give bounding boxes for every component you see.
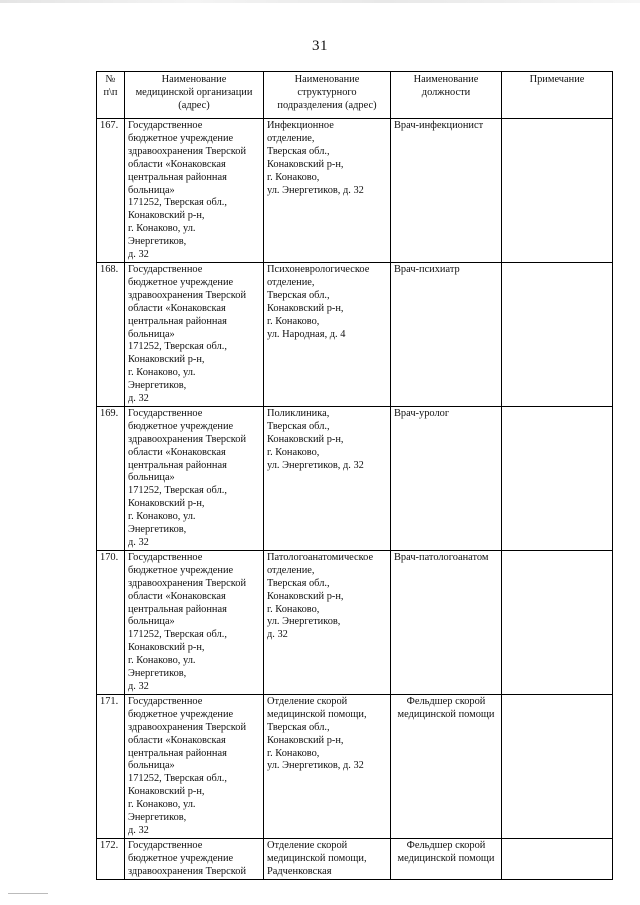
- note-cell: [502, 550, 613, 694]
- scan-edge-top: [0, 0, 640, 3]
- subdivision-cell: Патологоанатомическое отделение, Тверская обл., Конаковский р-н, г. Конаково, ул. Энергетиков, д. 32: [264, 550, 391, 694]
- position-cell: Фельдшер скорой медицинской помощи: [391, 838, 502, 879]
- header-position: Наименование должности: [391, 72, 502, 119]
- row-number: 172.: [97, 838, 125, 879]
- table-row: [97, 550, 613, 694]
- note-cell: [502, 694, 613, 838]
- row-number: 168.: [97, 262, 125, 406]
- table-row: [97, 262, 613, 406]
- position-cell: Врач-патологоанатом: [391, 550, 502, 694]
- organization-cell: Государственное бюджетное учреждение здравоохранения Тверской области «Конаковская центральная районная больница» 171252, Тверская обл., Конаковский р-н, г. Конаково, ул. Энергетиков, д. 32: [125, 550, 264, 694]
- note-cell: [502, 262, 613, 406]
- organization-cell: Государственное бюджетное учреждение здравоохранения Тверской области «Конаковская центральная районная больница» 171252, Тверская обл., Конаковский р-н, г. Конаково, ул. Энергетиков, д. 32: [125, 262, 264, 406]
- organization-cell: Государственное бюджетное учреждение здравоохранения Тверской области «Конаковская центральная районная больница» 171252, Тверская обл., Конаковский р-н, г. Конаково, ул. Энергетиков, д. 32: [125, 119, 264, 263]
- note-cell: [502, 119, 613, 263]
- scan-mark-bottom: [8, 893, 48, 894]
- table-row: [97, 838, 613, 879]
- subdivision-cell: Отделение скорой медицинской помощи, Тверская обл., Конаковский р-н, г. Конаково, ул. Энергетиков, д. 32: [264, 694, 391, 838]
- header-organization: Наименование медицинской организации (адрес): [125, 72, 264, 119]
- position-cell: Врач-уролог: [391, 406, 502, 550]
- position-cell: Врач-психиатр: [391, 262, 502, 406]
- row-number: 170.: [97, 550, 125, 694]
- row-number: 171.: [97, 694, 125, 838]
- position-cell: Врач-инфекционист: [391, 119, 502, 263]
- note-cell: [502, 838, 613, 879]
- organization-cell: Государственное бюджетное учреждение здравоохранения Тверской области «Конаковская центральная районная больница» 171252, Тверская обл., Конаковский р-н, г. Конаково, ул. Энергетиков, д. 32: [125, 694, 264, 838]
- row-number: 167.: [97, 119, 125, 263]
- subdivision-cell: Поликлиника, Тверская обл., Конаковский р-н, г. Конаково, ул. Энергетиков, д. 32: [264, 406, 391, 550]
- header-num: № п\п: [97, 72, 125, 119]
- organization-cell: Государственное бюджетное учреждение здравоохранения Тверской: [125, 838, 264, 879]
- organization-cell: Государственное бюджетное учреждение здравоохранения Тверской области «Конаковская центральная районная больница» 171252, Тверская обл., Конаковский р-н, г. Конаково, ул. Энергетиков, д. 32: [125, 406, 264, 550]
- header-subdivision: Наименование структурного подразделения (адрес): [264, 72, 391, 119]
- row-number: 169.: [97, 406, 125, 550]
- positions-table: [96, 71, 613, 880]
- subdivision-cell: Отделение скорой медицинской помощи, Радченковская: [264, 838, 391, 879]
- note-cell: [502, 406, 613, 550]
- page-number: 31: [312, 38, 328, 54]
- table-row: [97, 119, 613, 263]
- table-row: [97, 406, 613, 550]
- position-cell: Фельдшер скорой медицинской помощи: [391, 694, 502, 838]
- table-header-row: [97, 72, 613, 119]
- subdivision-cell: Инфекционное отделение, Тверская обл., Конаковский р-н, г. Конаково, ул. Энергетиков, д. 32: [264, 119, 391, 263]
- subdivision-cell: Психоневрологическое отделение, Тверская обл., Конаковский р-н, г. Конаково, ул. Народная, д. 4: [264, 262, 391, 406]
- table-row: [97, 694, 613, 838]
- header-note: Примечание: [502, 72, 613, 119]
